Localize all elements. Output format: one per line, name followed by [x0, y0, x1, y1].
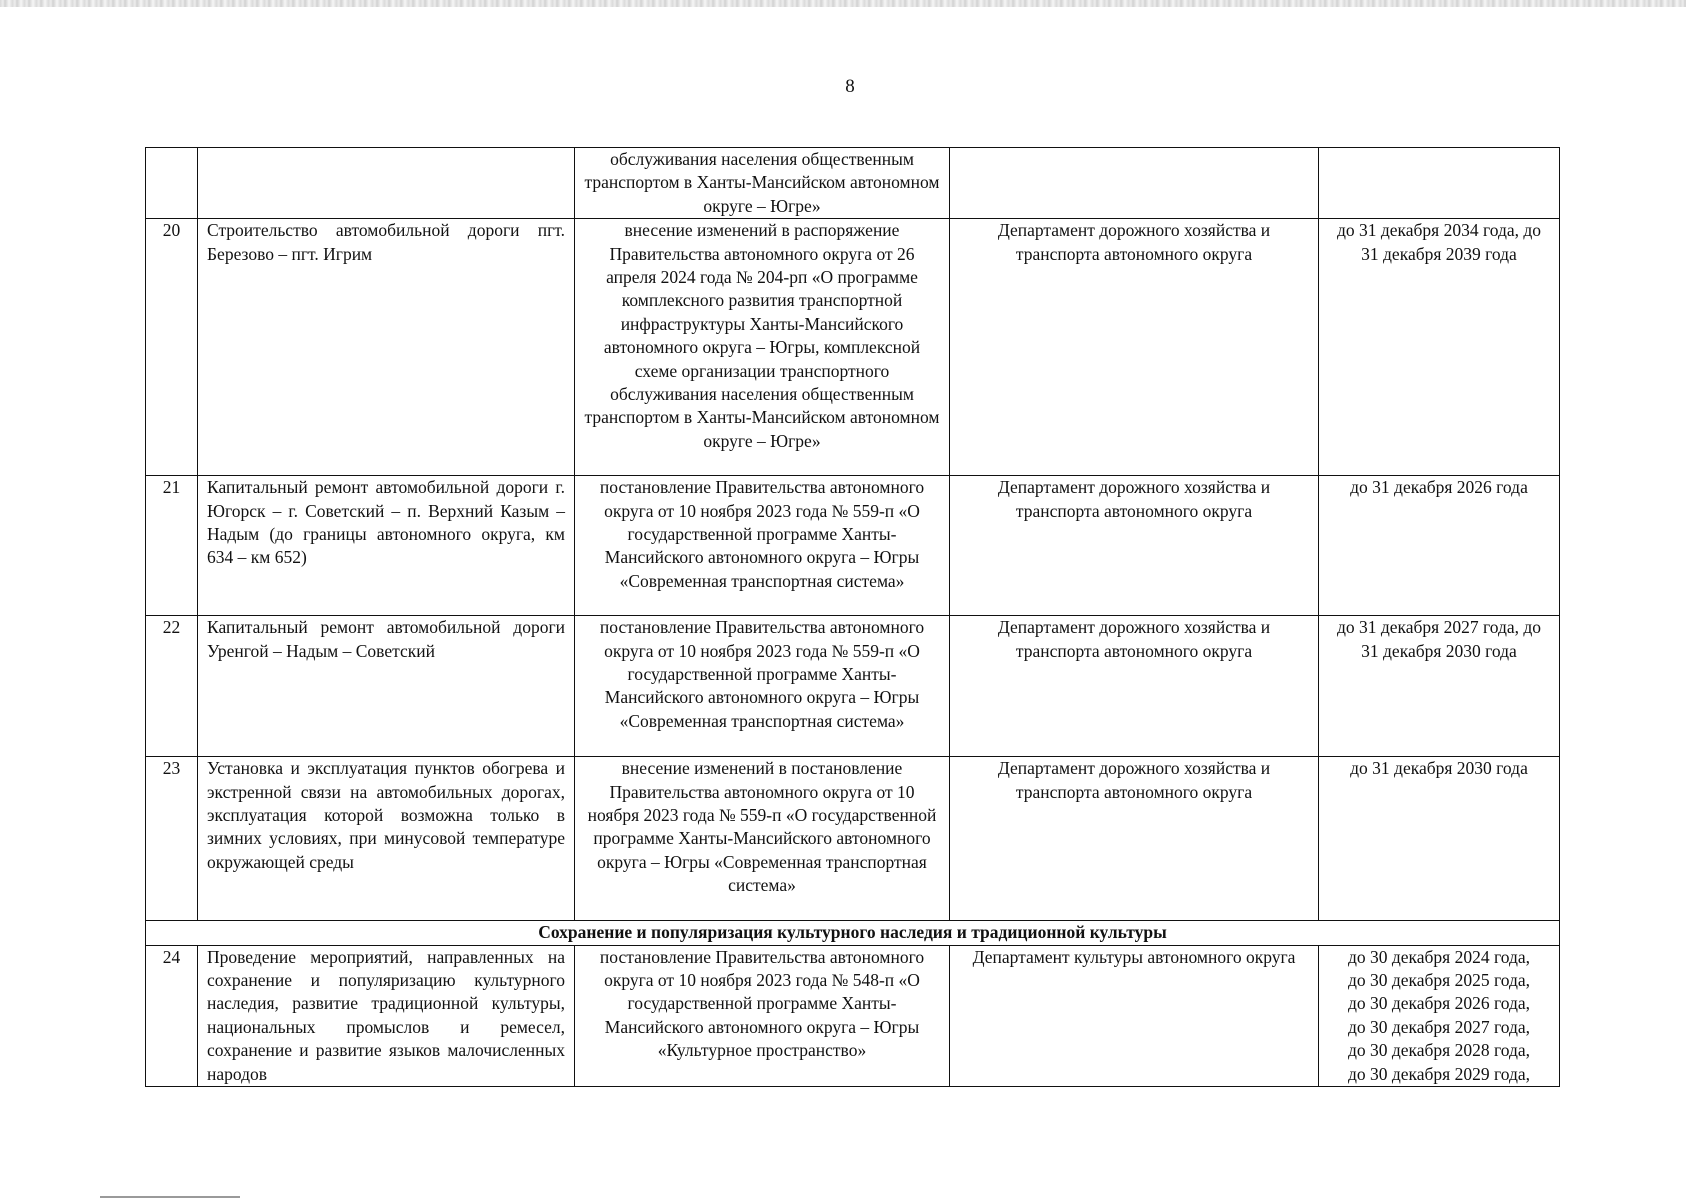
cell-name: Капитальный ремонт автомобильной дороги Уренгой – Надым – Советский	[198, 616, 575, 757]
cell-responsible	[950, 148, 1319, 219]
table-row	[146, 945, 1560, 1086]
cell-name: Строительство автомобильной дороги пгт. Березово – пгт. Игрим	[198, 219, 575, 476]
cell-basis: внесение изменений в распоряжение Правительства автономного округа от 26 апреля 2024 года № 204-рп «О программе комплексного развития транспортной инфраструктуры Ханты-Мансийского автономного округа – Югры, комплексной схеме организации транспортного обслуживания населения общественным транспортом в Ханты-Мансийском автономном округе – Югре»	[575, 219, 950, 476]
cell-num: 22	[146, 616, 198, 757]
cell-basis: постановление Правительства автономного округа от 10 ноября 2023 года № 548-п «О государственной программе Ханты-Мансийского автономного округа – Югры «Культурное пространство»	[575, 945, 950, 1086]
cell-responsible: Департамент дорожного хозяйства и транспорта автономного округа	[950, 219, 1319, 476]
scan-mark-bottom	[100, 1196, 240, 1198]
deadline-line: до 30 декабря 2027 года,	[1347, 1016, 1531, 1037]
cell-name	[198, 148, 575, 219]
cell-responsible: Департамент дорожного хозяйства и транспорта автономного округа	[950, 616, 1319, 757]
cell-name: Капитальный ремонт автомобильной дороги г. Югорск – г. Советский – п. Верхний Казым – Надым (до границы автономного округа, км 634 – км 652)	[198, 476, 575, 616]
cell-num: 20	[146, 219, 198, 476]
table-row	[146, 476, 1560, 616]
plan-table	[145, 147, 1560, 1087]
cell-basis: постановление Правительства автономного округа от 10 ноября 2023 года № 559-п «О государственной программе Ханты- Мансийского автономного округа – Югры «Современная транспортная система»	[575, 616, 950, 757]
cell-num: 21	[146, 476, 198, 616]
cell-deadline	[1319, 945, 1560, 1086]
cell-deadline: до 31 декабря 2034 года, до 31 декабря 2039 года	[1319, 219, 1560, 476]
deadline-line: до 30 декабря 2026 года,	[1347, 993, 1531, 1014]
page-number: 8	[845, 76, 855, 97]
cell-num: 24	[146, 945, 198, 1086]
cell-basis: постановление Правительства автономного округа от 10 ноября 2023 года № 559-п «О государственной программе Ханты- Мансийского автономного округа – Югры «Современная транспортная система»	[575, 476, 950, 616]
table-row	[146, 616, 1560, 757]
section-header-row	[146, 921, 1560, 945]
table-row	[146, 219, 1560, 476]
deadline-line: до 30 декабря 2025 года,	[1347, 970, 1531, 991]
deadline-line: до 30 декабря 2028 года,	[1347, 1040, 1531, 1061]
cell-num: 23	[146, 757, 198, 921]
table-row-continuation	[146, 148, 1560, 219]
cell-name: Проведение мероприятий, направленных на сохранение и популяризацию культурного наследия, развитие традиционной культуры, национальных промыслов и ремесел, сохранение и развитие языков малочисленных народов	[198, 945, 575, 1086]
cell-deadline: до 31 декабря 2030 года	[1319, 757, 1560, 921]
cell-deadline: до 31 декабря 2026 года	[1319, 476, 1560, 616]
cell-responsible: Департамент культуры автономного округа	[950, 945, 1319, 1086]
deadline-line: до 30 декабря 2029 года,	[1347, 1063, 1531, 1084]
cell-basis: обслуживания населения общественным транспортом в Ханты-Мансийском автономном округе – Югре»	[575, 148, 950, 219]
cell-deadline	[1319, 148, 1560, 219]
cell-deadline: до 31 декабря 2027 года, до 31 декабря 2030 года	[1319, 616, 1560, 757]
scan-edge-top	[0, 0, 1686, 7]
deadline-line: до 30 декабря 2024 года,	[1347, 946, 1531, 967]
cell-num	[146, 148, 198, 219]
cell-responsible: Департамент дорожного хозяйства и транспорта автономного округа	[950, 757, 1319, 921]
cell-basis: внесение изменений в постановление Правительства автономного округа от 10 ноября 2023 года № 559-п «О государственной программе Ханты-Мансийского автономного округа – Югры «Современная транспортная система»	[575, 757, 950, 921]
cell-responsible: Департамент дорожного хозяйства и транспорта автономного округа	[950, 476, 1319, 616]
cell-name: Установка и эксплуатация пунктов обогрева и экстренной связи на автомобильных дорогах, эксплуатация которой возможна только в зимних условиях, при минусовой температуре окружающей среды	[198, 757, 575, 921]
table-row	[146, 757, 1560, 921]
section-title: Сохранение и популяризация культурного наследия и традиционной культуры	[146, 921, 1560, 945]
